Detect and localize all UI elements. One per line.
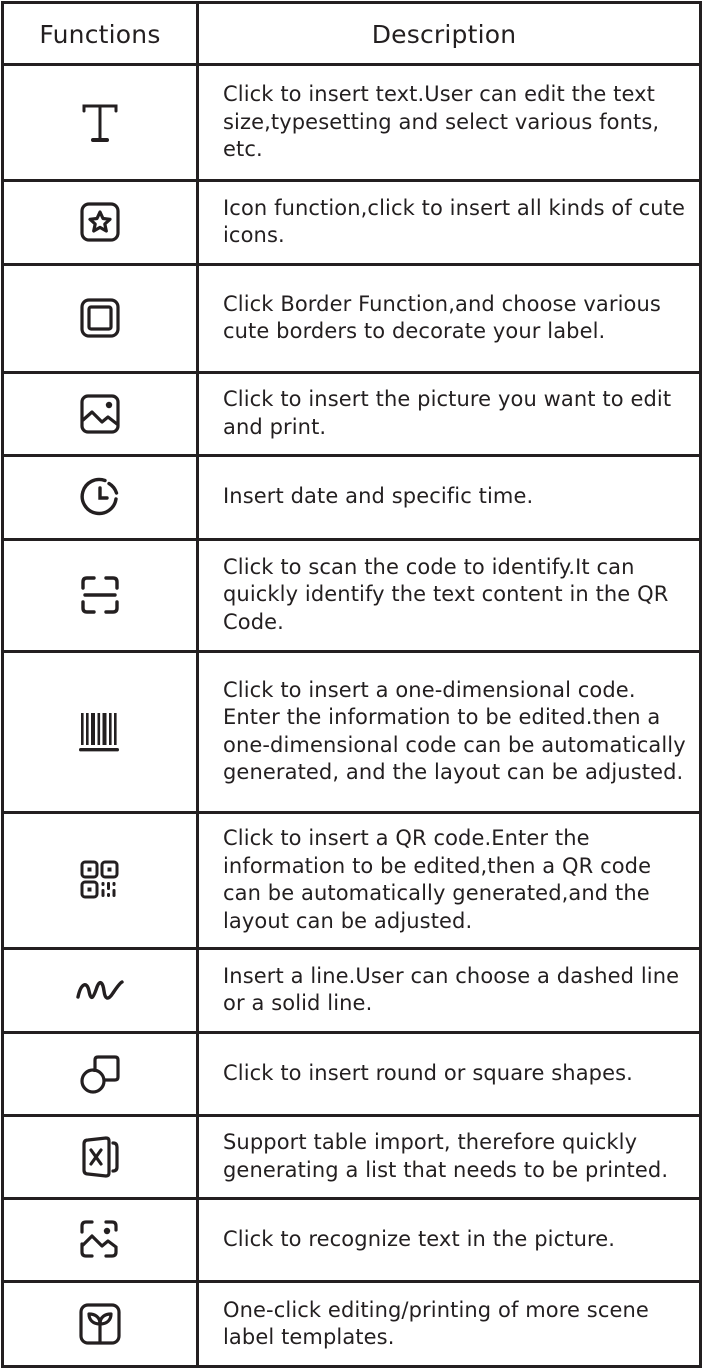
function-cell <box>4 539 196 651</box>
row-description: Click Border Function,and choose various cute borders to decorate your label. <box>223 291 661 343</box>
row-description: Insert a line.User can choose a dashed line or a solid line. <box>223 963 680 1015</box>
function-cell <box>4 180 196 264</box>
function-cell <box>4 264 196 372</box>
double-square-border-icon <box>79 297 121 339</box>
function-cell <box>4 1198 196 1281</box>
image-text-recognition-icon <box>78 1218 122 1262</box>
functions-table <box>1 1 702 1368</box>
table-row <box>4 1115 699 1198</box>
row-description: Click to insert text.User can edit the text size,typesetting and select various fonts, etc. <box>223 82 660 162</box>
row-description: Click to insert a one-dimensional code. Enter the information to be edited.then a one-dimensional code can be automatically generated, and the layout can be adjusted. <box>223 677 686 784</box>
function-cell <box>4 651 196 812</box>
row-description: One-click editing/printing of more scene label templates. <box>223 1297 649 1349</box>
image-icon <box>79 393 121 435</box>
function-cell <box>4 1281 196 1367</box>
function-cell <box>4 372 196 455</box>
table-row <box>4 455 699 539</box>
row-description: Support table import, therefore quickly generating a list that needs to be printed. <box>223 1130 669 1182</box>
scan-icon <box>79 574 121 616</box>
table-row <box>4 1198 699 1281</box>
header-description: Description <box>371 19 517 49</box>
barcode-icon <box>78 710 122 754</box>
row-description: Click to scan the code to identify.It can quickly identify the text content in the QR Code. <box>223 554 669 634</box>
table-row <box>4 372 699 455</box>
table-row <box>4 65 699 180</box>
function-cell <box>4 812 196 948</box>
row-description: Click to insert the picture you want to edit and print. <box>223 387 672 439</box>
qr-code-icon <box>79 859 121 901</box>
table-header-row <box>4 4 699 64</box>
shapes-icon <box>78 1052 122 1096</box>
table-row <box>4 264 699 372</box>
table-row <box>4 1281 699 1367</box>
table-row <box>4 651 699 812</box>
function-cell <box>4 455 196 539</box>
table-row <box>4 812 699 948</box>
row-description: Click to recognize text in the picture. <box>223 1226 616 1251</box>
table-row <box>4 539 699 651</box>
table-row <box>4 948 699 1032</box>
header-functions: Functions <box>39 19 161 49</box>
table-row <box>4 180 699 264</box>
text-T-icon <box>80 101 120 145</box>
star-in-square-icon <box>79 201 121 243</box>
template-sprout-icon <box>78 1302 122 1346</box>
function-cell <box>4 1032 196 1115</box>
row-description: Click to insert round or square shapes. <box>223 1060 633 1085</box>
row-description: Insert date and specific time. <box>223 484 534 509</box>
row-description: Icon function,click to insert all kinds of cute icons. <box>223 195 686 247</box>
row-description: Click to insert a QR code.Enter the information to be edited,then a QR code can be automatically generated,and the layout can be adjusted. <box>223 826 652 933</box>
table-row <box>4 1032 699 1115</box>
function-cell <box>4 65 196 180</box>
clock-icon <box>79 476 121 518</box>
function-cell <box>4 948 196 1032</box>
function-cell <box>4 1115 196 1198</box>
squiggle-line-icon <box>75 975 125 1005</box>
excel-import-icon <box>78 1135 122 1179</box>
